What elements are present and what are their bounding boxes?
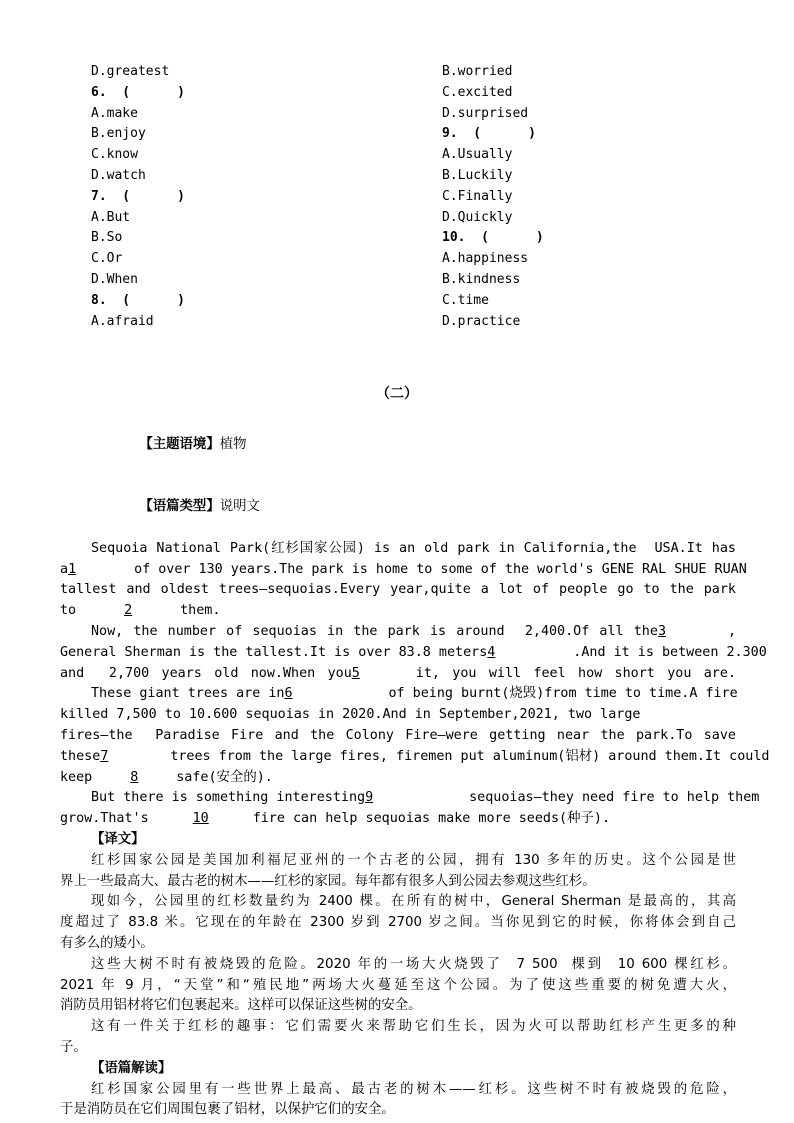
blank-9: 9 bbox=[365, 790, 374, 806]
option-item: C.time bbox=[442, 292, 489, 308]
option-item: D.greatest bbox=[91, 64, 170, 79]
passage-text-run: fires—the Paradise Fire and the Colony Fire—were getting near the park.To save bbox=[60, 727, 736, 743]
theme-value: 植物 bbox=[219, 436, 247, 452]
option-item: B.So bbox=[91, 230, 123, 246]
translation-line: 这些大树不时有被烧毁的危险。2020 年的一场大火烧毁了 7 500 棵到 10 600 棵红杉。 bbox=[91, 956, 736, 972]
passage-text-run: sequoias—they need fire to help them bbox=[469, 790, 760, 806]
passage-line bbox=[60, 726, 736, 747]
genre-label: 【语篇类型】 bbox=[139, 499, 220, 515]
interpretation-line: 红杉国家公园里有一些世界上最高、最古老的树木——红杉。这些树不时有被烧毁的危险， bbox=[91, 1081, 736, 1097]
passage-text-run: grow.That's bbox=[60, 811, 149, 827]
passage-block bbox=[60, 414, 770, 1121]
passage-text-run: and 2,700 years old now.When you bbox=[60, 665, 352, 681]
passage-line bbox=[60, 664, 736, 685]
passage-line bbox=[60, 684, 736, 705]
passage-text-run: fire can help sequoias make more seeds(种子). bbox=[252, 811, 611, 827]
passage-text-run: killed 7,500 to 10.600 sequoias in 2020.And in September,2021, two large bbox=[60, 707, 641, 723]
translation-line: 红杉国家公园是美国加利福尼亚州的一个古老的公园，拥有 130 多年的历史。这个公园是世 bbox=[91, 852, 736, 868]
option-item: A.afraid bbox=[91, 313, 154, 329]
translation-line: 现如今，公园里的红杉数量约为 2400 棵。在所有的树中，General Sherman 是最高的，其高 bbox=[91, 894, 736, 910]
passage-text-run: safe(安全的). bbox=[176, 769, 273, 785]
blank-6: 6 bbox=[284, 686, 293, 702]
translation-line: 这有一件关于红杉的趣事：它们需要火来帮助它们生长，因为火可以帮助红杉产生更多的种 bbox=[91, 1019, 736, 1035]
question-number: 10. ( ) bbox=[442, 230, 544, 246]
passage-text-run: Now, the number of sequoias in the park is around 2,400.Of all the bbox=[91, 623, 658, 639]
translation-line: 子。 bbox=[60, 1039, 87, 1055]
option-item: B.enjoy bbox=[91, 126, 146, 142]
translation-heading: 【译文】 bbox=[91, 831, 145, 847]
option-item: C.excited bbox=[442, 84, 513, 100]
blank-10: 10 bbox=[192, 811, 209, 827]
option-item: D.When bbox=[91, 271, 138, 287]
blank-4: 4 bbox=[487, 644, 496, 660]
passage-text-run: tallest and oldest trees—sequoias.Every year,quite a lot of people go to the park bbox=[60, 582, 736, 598]
option-item: A.make bbox=[91, 105, 138, 121]
option-item: C.know bbox=[91, 147, 138, 163]
passage-text-run: But there is something interesting bbox=[91, 790, 366, 806]
translation-line: 有多么的矮小。 bbox=[60, 935, 154, 951]
option-item: D.Quickly bbox=[442, 209, 513, 225]
passage-line bbox=[60, 643, 767, 664]
passage-text-run: , bbox=[727, 623, 736, 639]
interpretation-line: 于是消防员在它们周围包裹了铝材，以保护它们的安全。 bbox=[60, 1102, 395, 1118]
option-item: B.worried bbox=[442, 64, 513, 79]
passage-text-run: these bbox=[60, 748, 101, 764]
passage-line bbox=[60, 809, 736, 830]
option-item: A.happiness bbox=[442, 251, 529, 267]
options-column-right bbox=[442, 62, 544, 332]
passage-text-run: Sequoia National Park(红杉国家公园) is an old park in California,the USA.It has bbox=[91, 540, 736, 556]
blank-8: 8 bbox=[130, 769, 139, 785]
passage-text-run: General Sherman is the tallest.It is over 83.8 meters bbox=[60, 644, 488, 660]
option-item: B.kindness bbox=[442, 271, 521, 287]
passage-text-run: it, you will feel how short you are. bbox=[415, 665, 736, 681]
passage-line bbox=[60, 580, 736, 601]
passage-text-run: a bbox=[60, 561, 69, 577]
passage-line bbox=[60, 768, 736, 789]
passage-line bbox=[60, 539, 736, 560]
passage-text-run: keep bbox=[60, 769, 93, 785]
passage-line bbox=[60, 622, 736, 643]
passage-line bbox=[60, 788, 760, 809]
blank-2: 2 bbox=[124, 603, 133, 619]
question-number: 7. ( ) bbox=[91, 188, 185, 204]
question-number: 9. ( ) bbox=[442, 126, 536, 142]
section-title: （二） bbox=[376, 386, 418, 402]
option-item: D.surprised bbox=[442, 105, 529, 121]
passage-text bbox=[60, 539, 770, 830]
blank-5: 5 bbox=[351, 665, 360, 681]
option-item: D.practice bbox=[442, 313, 521, 329]
passage-text-run: .And it is between 2.300 bbox=[573, 644, 767, 660]
passage-text-run: of over 130 years.The park is home to some of the world's GENE RAL SHUE RUAN bbox=[134, 561, 747, 577]
option-item: A.Usually bbox=[442, 147, 513, 163]
translation-text bbox=[60, 851, 736, 1059]
blank-3: 3 bbox=[657, 623, 666, 639]
passage-text-run: These giant trees are in bbox=[91, 686, 285, 702]
passage-text-run: trees from the large fires, firemen put aluminum(铝材) around them.It could bbox=[170, 748, 770, 764]
option-item: B.Luckily bbox=[442, 167, 513, 183]
option-item: A.But bbox=[91, 209, 131, 225]
genre-line bbox=[60, 476, 736, 538]
option-item: C.Or bbox=[91, 251, 123, 267]
question-number: 6. ( ) bbox=[91, 84, 185, 100]
question-number: 8. ( ) bbox=[91, 292, 185, 308]
option-item: C.Finally bbox=[442, 188, 513, 204]
passage-line bbox=[60, 560, 747, 581]
passage-text-run: them. bbox=[180, 603, 221, 619]
passage-text-run: of being burnt(烧毁)from time to time.A fire bbox=[388, 686, 738, 702]
translation-line: 界上一些最高大、最古老的树木——红杉的家园。每年都有很多人到公园去参观这些红杉。 bbox=[60, 873, 596, 889]
option-item: D.watch bbox=[91, 167, 146, 183]
genre-value: 说明文 bbox=[219, 499, 260, 515]
passage-line bbox=[60, 747, 770, 768]
interpretation-text bbox=[60, 1080, 736, 1122]
options-column-left bbox=[91, 62, 185, 332]
theme-line bbox=[60, 414, 736, 476]
theme-label: 【主题语境】 bbox=[139, 436, 220, 452]
translation-line: 消防员用铝材将它们包裹起来。这样可以保证这些树的安全。 bbox=[60, 998, 422, 1014]
translation-line: 度超过了 83.8 米。它现在的年龄在 2300 岁到 2700 岁之间。当你见到它的时候，你将体会到自己 bbox=[60, 915, 736, 931]
interpretation-heading: 【语篇解读】 bbox=[91, 1060, 172, 1076]
passage-line bbox=[60, 601, 736, 622]
blank-1: 1 bbox=[68, 561, 77, 577]
translation-line: 2021 年 9 月，“天堂”和“殖民地”两场大火蔓延至这个公园。为了使这些重要的树免遭大火， bbox=[60, 977, 736, 993]
blank-7: 7 bbox=[100, 748, 109, 764]
passage-text-run: to bbox=[60, 603, 77, 619]
passage-line bbox=[60, 705, 736, 726]
